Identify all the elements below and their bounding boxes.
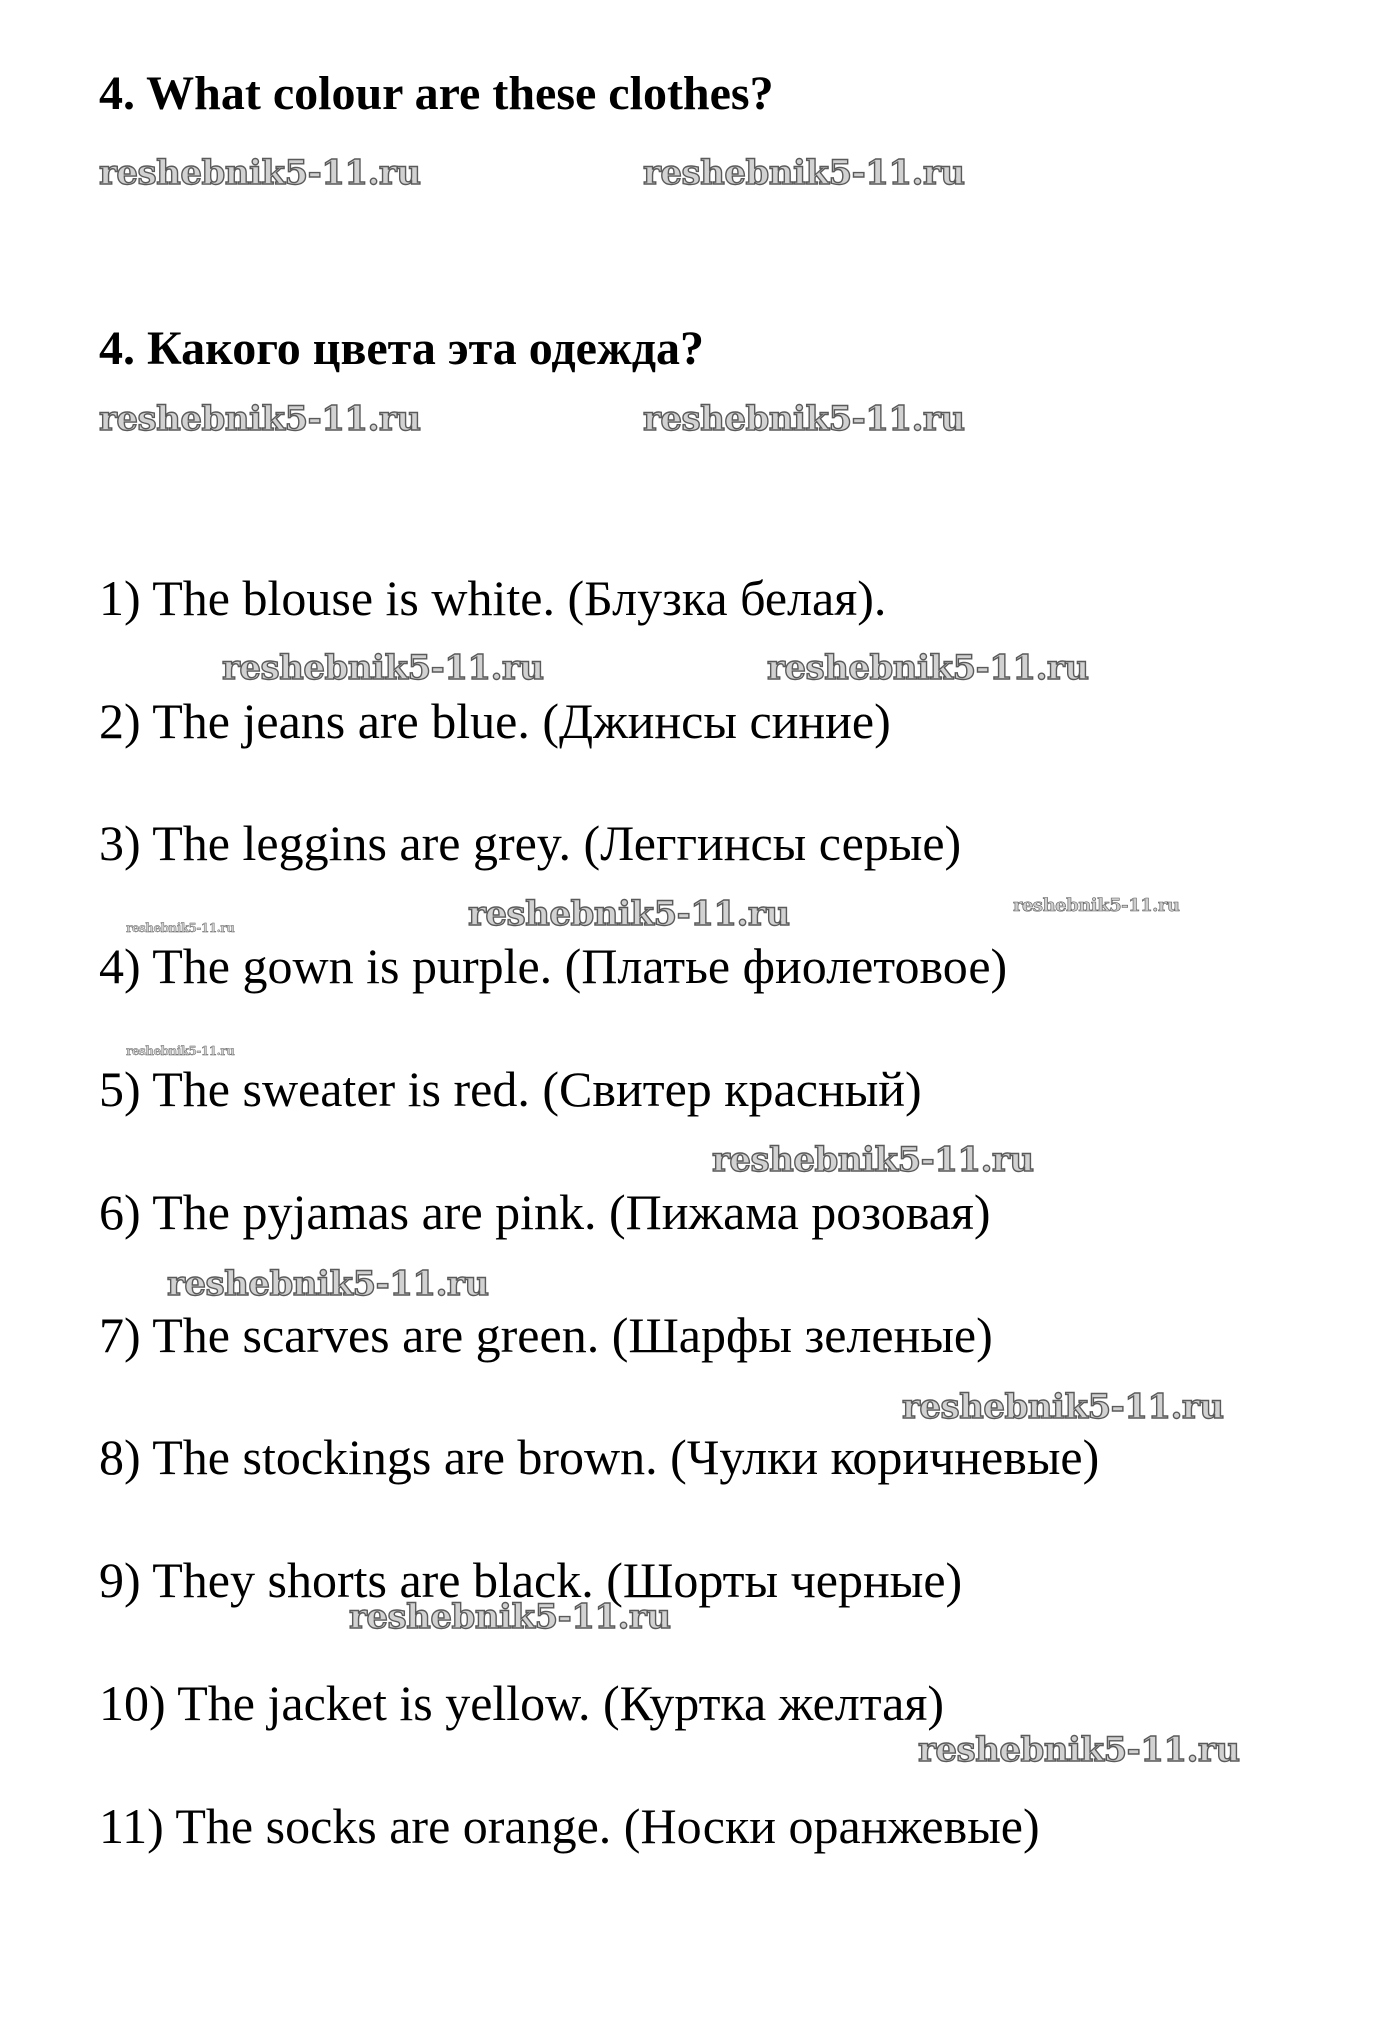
answer-line: 10) The jacket is yellow. (Куртка желтая) xyxy=(99,1675,945,1731)
watermark: reshebnik5-11.ru xyxy=(126,921,235,935)
answer-line: 7) The scarves are green. (Шарфы зеленые) xyxy=(99,1307,993,1363)
watermark: reshebnik5-11.ru xyxy=(126,1044,235,1058)
answer-line: 1) The blouse is white. (Блузка белая). xyxy=(99,570,887,626)
answer-line: 4) The gown is purple. (Платье фиолетовое) xyxy=(99,938,1008,994)
answer-line: 11) The socks are orange. (Носки оранжевые) xyxy=(99,1798,1040,1854)
watermark: reshebnik5-11.ru xyxy=(222,648,544,688)
watermark: reshebnik5-11.ru xyxy=(1013,895,1180,916)
watermark: reshebnik5-11.ru xyxy=(767,648,1089,688)
answer-line: 5) The sweater is red. (Свитер красный) xyxy=(99,1061,922,1117)
watermark: reshebnik5-11.ru xyxy=(918,1730,1240,1770)
watermark: reshebnik5-11.ru xyxy=(643,153,965,193)
answer-line: 8) The stockings are brown. (Чулки коричневые) xyxy=(99,1429,1100,1485)
answer-line: 9) They shorts are black. (Шорты черные) xyxy=(99,1552,963,1608)
answer-line: 2) The jeans are blue. (Джинсы синие) xyxy=(99,693,891,749)
exercise-heading-russian: 4. Какого цвета эта одежда? xyxy=(99,322,705,375)
answer-line: 3) The leggins are grey. (Леггинсы серые) xyxy=(99,815,962,871)
watermark: reshebnik5-11.ru xyxy=(167,1264,489,1304)
watermark: reshebnik5-11.ru xyxy=(99,399,421,439)
watermark: reshebnik5-11.ru xyxy=(468,894,790,934)
watermark: reshebnik5-11.ru xyxy=(99,153,421,193)
watermark: reshebnik5-11.ru xyxy=(902,1387,1224,1427)
watermark: reshebnik5-11.ru xyxy=(643,399,965,439)
answer-line: 6) The pyjamas are pink. (Пижама розовая) xyxy=(99,1184,991,1240)
watermark: reshebnik5-11.ru xyxy=(712,1140,1034,1180)
watermark: reshebnik5-11.ru xyxy=(349,1597,671,1637)
exercise-heading-english: 4. What colour are these clothes? xyxy=(99,67,774,120)
